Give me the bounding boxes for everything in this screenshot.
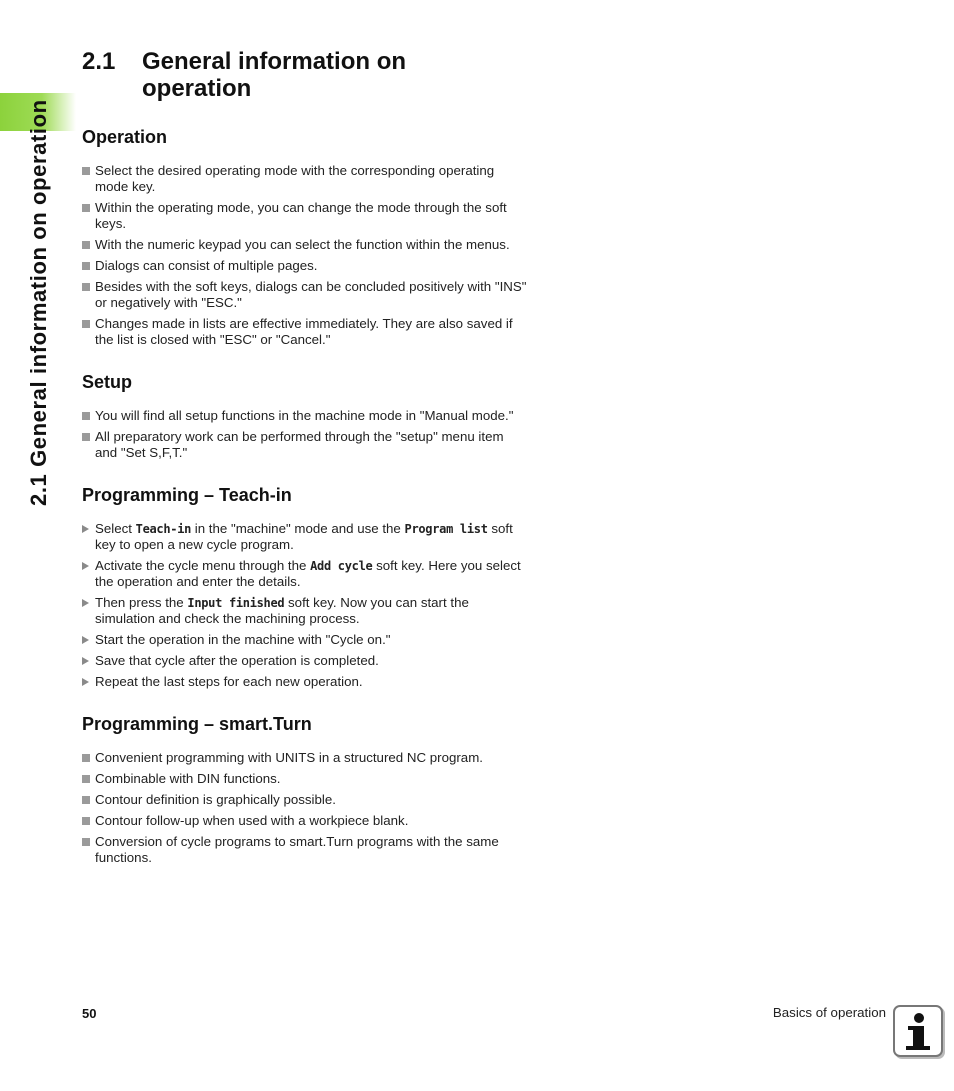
info-icon-dot (914, 1013, 924, 1023)
item-text: Save that cycle after the operation is completed. (95, 653, 379, 668)
item-text: Contour follow-up when used with a workpiece blank. (95, 813, 409, 828)
item-text: Select the desired operating mode with the corresponding operating mode key. (95, 163, 495, 194)
list-item (82, 316, 527, 348)
bullet-square-icon (82, 754, 90, 762)
item-text: With the numeric keypad you can select the function within the menus. (95, 237, 510, 252)
chapter-title: General information on operation (142, 48, 407, 102)
item-text: Besides with the soft keys, dialogs can be concluded positively with "INS" or negatively with "ESC." (95, 279, 527, 310)
section (82, 125, 527, 348)
softkey-label: Teach-in (135, 522, 192, 536)
bullet-square-icon (82, 262, 90, 270)
info-icon-base (906, 1046, 930, 1050)
item-text: Activate the cycle menu through the (95, 558, 311, 573)
item-text: Select (95, 521, 136, 536)
step-arrow-icon (82, 562, 89, 570)
list-item (82, 632, 527, 648)
section-heading: Programming – smart.Turn (82, 714, 312, 734)
bullet-square-icon (82, 283, 90, 291)
list-item (82, 408, 527, 424)
softkey-label: Input finished (187, 596, 285, 610)
list-item (82, 653, 527, 669)
list-item (82, 771, 527, 787)
item-text: soft key. Here you select the operation and enter the details. (95, 558, 521, 589)
list-item (82, 750, 527, 766)
item-text: Dialogs can consist of multiple pages. (95, 258, 318, 273)
list-item (82, 792, 527, 808)
list-item (82, 813, 527, 829)
info-icon (893, 1005, 943, 1057)
bullet-square-icon (82, 412, 90, 420)
bullet-square-icon (82, 204, 90, 212)
footer-section-title: Basics of operation (772, 1005, 886, 1020)
bullet-square-icon (82, 167, 90, 175)
bullet-square-icon (82, 320, 90, 328)
bullet-square-icon (82, 817, 90, 825)
bullet-square-icon (82, 775, 90, 783)
item-text: in the "machine" mode and use the (191, 521, 405, 536)
chapter-number: 2.1 (82, 48, 116, 75)
list-item (82, 558, 527, 590)
step-arrow-icon (82, 599, 89, 607)
item-text: Repeat the last steps for each new operation. (95, 674, 363, 689)
list-item (82, 163, 527, 195)
step-arrow-icon (82, 636, 89, 644)
section (82, 483, 527, 690)
info-icon-stem (913, 1026, 924, 1048)
item-text: Changes made in lists are effective immediately. They are also saved if the list is closed with "ESC" or "Cancel." (95, 316, 513, 347)
main-content (82, 125, 527, 888)
bullet-square-icon (82, 796, 90, 804)
bullet-list (82, 408, 527, 461)
item-text: Within the operating mode, you can change the mode through the soft keys. (95, 200, 507, 231)
section (82, 370, 527, 461)
list-item (82, 279, 527, 311)
item-text: soft key to open a new cycle program. (95, 521, 513, 552)
bullet-list (82, 521, 527, 690)
chapter-heading (82, 48, 542, 102)
list-item (82, 237, 527, 253)
step-arrow-icon (82, 525, 89, 533)
section-heading: Operation (82, 127, 168, 147)
page-number: 50 (82, 1006, 97, 1021)
list-item (82, 200, 527, 232)
list-item (82, 258, 527, 274)
step-arrow-icon (82, 678, 89, 686)
list-item (82, 521, 527, 553)
list-item (82, 834, 527, 866)
list-item (82, 595, 527, 627)
list-item (82, 674, 527, 690)
side-chapter-title: 2.1 General information on operation (26, 99, 51, 506)
item-text: Then press the (95, 595, 188, 610)
list-item (82, 429, 527, 461)
bullet-list (82, 163, 527, 348)
section-heading: Programming – Teach-in (82, 485, 292, 505)
bullet-square-icon (82, 241, 90, 249)
bullet-list (82, 750, 527, 866)
item-text: Convenient programming with UNITS in a structured NC program. (95, 750, 483, 765)
item-text: Contour definition is graphically possible. (95, 792, 336, 807)
item-text: All preparatory work can be performed through the "setup" menu item and "Set S,F,T." (95, 429, 504, 460)
bullet-square-icon (82, 838, 90, 846)
item-text: soft key. Now you can start the simulation and check the machining process. (95, 595, 469, 626)
softkey-label: Add cycle (310, 559, 373, 573)
step-arrow-icon (82, 657, 89, 665)
item-text: Combinable with DIN functions. (95, 771, 281, 786)
item-text: You will find all setup functions in the machine mode in "Manual mode." (95, 408, 514, 423)
section-heading: Setup (82, 372, 133, 392)
item-text: Conversion of cycle programs to smart.Turn programs with the same functions. (95, 834, 499, 865)
item-text: Start the operation in the machine with "Cycle on." (95, 632, 391, 647)
softkey-label: Program list (404, 522, 488, 536)
bullet-square-icon (82, 433, 90, 441)
section (82, 712, 527, 866)
